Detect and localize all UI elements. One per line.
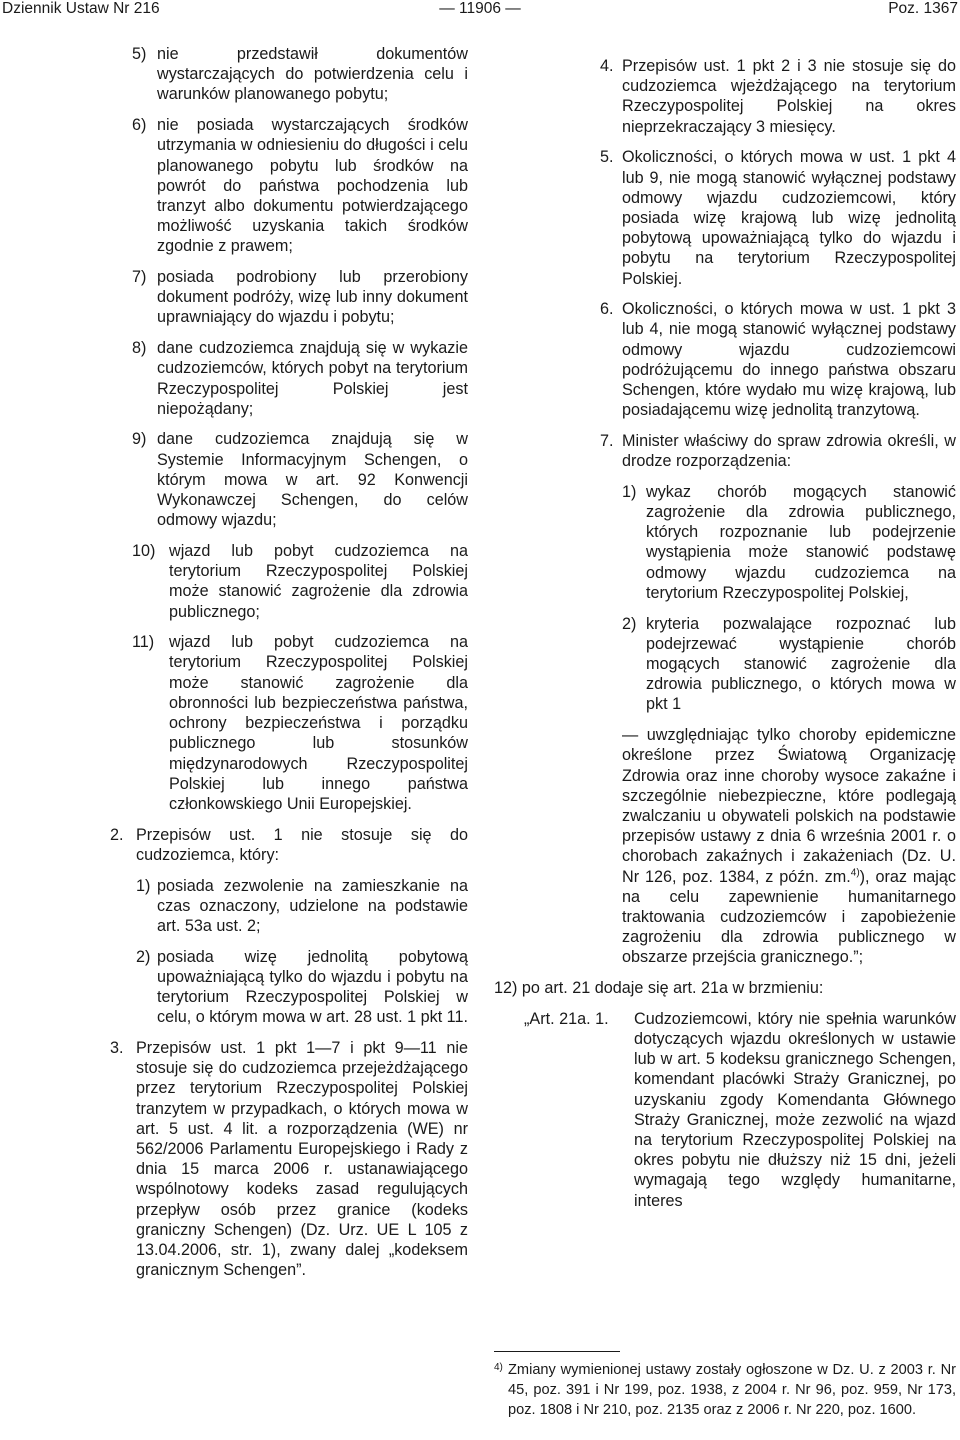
paragraph-text: Przepisów ust. 1 pkt 2 i 3 nie stosuje się do cudzoziemca wjeżdżającego na terytorium Rzeczypospolitej Polskiej na okres nieprzekraczający 3 miesięcy. — [622, 57, 956, 136]
paragraph-7 — [494, 431, 956, 471]
item-text: nie posiada wystarczających środków utrzymania w odniesieniu do długości i celu planowanego pobytu lub środków na powrót do państwa pochodzenia lub tranzyt albo dokumentu potwierdzającego możliwość uzyskania takich środków zgodnie z prawem; — [157, 116, 468, 256]
paragraph-number: 6. — [600, 300, 614, 319]
right-column — [494, 56, 956, 1221]
footnote-reference[interactable]: 4) — [850, 867, 860, 879]
footnote-text: Zmiany wymienionej ustawy zostały ogłoszone w Dz. U. z 2003 r. Nr 45, poz. 391 i Nr 199, poz. 1938, z 2004 r. Nr 96, poz. 959, Nr 173, poz. 1808 i Nr 210, poz. 2135 oraz z 2006 r. Nr 220, poz. 1600. — [508, 1362, 956, 1418]
page-number: — 11906 — — [439, 0, 521, 17]
list-item — [494, 482, 956, 603]
article-text: Cudzoziemcowi, który nie spełnia warunków dotyczących wjazdu określonych w ustawie lub w art. 5 kodeksu granicznego Schengen, komendant placówki Straży Granicznej, po uzyskaniu zgody Komendanta Głównego Straży Granicznej, może zezwolić na wjazd na terytorium Rzeczypospolitej Polskiej na okres pobytu nie dłuższy niż 15 dni, jeżeli wymagają tego względy humanitarne, interes — [634, 1009, 956, 1210]
item-text: dane cudzoziemca znajdują się w Systemie Informacyjnym Schengen, o którym mowa w art. 92 Konwencji Wykonawczej Schengen, do celów odmowy wjazdu; — [157, 430, 468, 530]
item-text: wjazd lub pobyt cudzoziemca na terytorium Rzeczypospolitej Polskiej może stanowić zagrożenie dla obronności lub bezpieczeństwa państwa, ochrony bezpieczeństwa i porządku publicznego lub stosunków międzynarodowych Rzeczypospolitej Polskiej lub innego państwa członkowskiego Unii Europejskiej. — [169, 633, 468, 813]
paragraph-4 — [494, 56, 956, 137]
footnote-divider — [494, 1351, 620, 1352]
paragraph-text: Okoliczności, o których mowa w ust. 1 pkt 4 lub 9, nie mogą stanowić wyłącznej podstawy odmowy wjazdu cudzoziemcowi, który posiada wizę krajową lub wizę jednolitą pobytową upoważniającą tylko do wjazdu i pobytu na terytorium Rzeczypospolitej Polskiej. — [622, 148, 956, 288]
list-item — [110, 876, 468, 937]
list-item — [110, 267, 468, 328]
footnote-mark: 4) — [494, 1362, 503, 1373]
item-text: posiada podrobiony lub przerobiony dokument podróży, wizę lub inny dokument uprawniający do wjazdu i pobytu; — [157, 268, 468, 327]
list-item — [110, 429, 468, 530]
item-text: kryteria pozwalające rozpoznać lub podejrzewać wystąpienie chorób mogących stanowić zagrożenie dla zdrowia publicznego, o których mowa w pkt 1 — [646, 614, 956, 714]
item-text: wykaz chorób mogących stanowić zagrożenie dla zdrowia publicznego, których rozpoznanie lub podejrzenie wystąpienia może stanowić podstawę odmowy wjazdu cudzoziemca na terytorium Rzeczypospolitej Polskiej, — [646, 482, 956, 602]
item-text: posiada wizę jednolitą pobytową upoważniającą tylko do wjazdu i pobytu na terytorium Rzeczypospolitej Polskiej w celu, o którym mowa w art. 28 ust. 1 pkt 11. — [157, 947, 468, 1027]
left-column — [110, 44, 468, 1291]
item-number: 5) — [132, 45, 147, 63]
journal-title: Dziennik Ustaw Nr 216 — [2, 0, 160, 17]
item-number: 12) — [494, 979, 518, 998]
item-number: 1) — [136, 876, 151, 895]
list-item — [110, 338, 468, 419]
item-number: 6) — [132, 116, 147, 135]
paragraph-number: 5. — [600, 148, 614, 167]
paragraph-6 — [494, 299, 956, 420]
paragraph-number: 3. — [110, 1038, 124, 1057]
paragraph-text: Minister właściwy do spraw zdrowia określi, w drodze rozporządzenia: — [622, 431, 956, 471]
paragraph-5 — [494, 147, 956, 288]
paragraph-number: 2. — [110, 825, 124, 844]
item-text: po art. 21 dodaje się art. 21a w brzmieniu: — [521, 979, 824, 998]
amendment-item-12 — [494, 978, 956, 998]
footnote — [494, 1360, 956, 1420]
item-number: 7) — [132, 268, 147, 287]
item-text: nie przedstawił dokumentów wystarczających do potwierdzenia celu i warunków planowanego pobytu; — [157, 45, 468, 104]
list-item — [494, 614, 956, 715]
closing-clause-text-end: ), oraz mając na celu zapewnienie humanitarnego traktowania cudzoziemców i zapobieżenie zagrożeniu dla zdrowia publicznego w obszarze przejścia granicznego.”; — [622, 867, 956, 967]
paragraph-number: 4. — [600, 57, 614, 75]
list-item — [110, 632, 468, 814]
position-number: Poz. 1367 — [888, 0, 958, 17]
item-text: wjazd lub pobyt cudzoziemca na terytorium Rzeczypospolitej Polskiej może stanowić zagrożenie dla zdrowia publicznego; — [169, 541, 468, 621]
closing-clause-text: — uwzględniając tylko choroby epidemiczne określone przez Światową Organizację Zdrowia oraz inne choroby wysoce zakaźne i szczególnie niebezpieczne, które podlegają zwalczaniu u obywateli polskich na podstawie przepisów ustawy z dnia 6 września 2001 r. o chorobach zakaźnych i zakażeniach (Dz. U. Nr 126, poz. 1384, z późn. zm. — [622, 726, 956, 886]
article-21a — [494, 1009, 956, 1211]
list-item — [110, 44, 468, 105]
paragraph-text: Przepisów ust. 1 nie stosuje się do cudzoziemca, który: — [136, 825, 468, 864]
list-item — [110, 541, 468, 622]
item-number: 2) — [622, 614, 637, 633]
paragraph-2 — [110, 825, 468, 865]
list-item — [110, 115, 468, 256]
closing-clause — [494, 725, 956, 967]
page-header — [0, 0, 960, 22]
item-number: 10) — [132, 541, 156, 560]
article-number: „Art. 21a. 1. — [524, 1009, 609, 1028]
item-number: 2) — [136, 947, 151, 966]
list-item — [110, 947, 468, 1028]
item-number: 1) — [622, 482, 637, 501]
item-number: 8) — [132, 339, 147, 358]
paragraph-text: Przepisów ust. 1 pkt 1—7 i pkt 9—11 nie stosuje się do cudzoziemca przejeżdżającego przez terytorium Rzeczypospolitej Polskiej tranzytem w przypadkach, o których mowa w art. 5 ust. 4 lit. a rozporządzenia (WE) nr 562/2006 Parlamentu Europejskiego i Rady z dnia 15 marca 2006 r. ustanawiającego wspólnotowy kodeks zasad regulujących przepływ osób przez granice (kodeks graniczny Schengen) (Dz. Urz. UE L 105 z 13.04.2006, str. 1), zwany dalej „kodeksem granicznym Schengen”. — [136, 1038, 468, 1280]
paragraph-text: Okoliczności, o których mowa w ust. 1 pkt 3 lub 4, nie mogą stanowić wyłącznej podstawy odmowy wjazdu cudzoziemcowi podróżującemu do innego państwa obszaru Schengen, które wydało mu wizę krajową, lub posiadającemu wizę jednolitą tranzytową. — [622, 300, 956, 420]
item-text: dane cudzoziemca znajdują się w wykazie cudzoziemców, których pobyt na terytorium Rzeczypospolitej Polskiej jest niepożądany; — [157, 339, 468, 418]
item-text: posiada zezwolenie na zamieszkanie na czas oznaczony, udzielone na podstawie art. 53a ust. 2; — [157, 876, 468, 935]
item-number: 9) — [132, 430, 147, 449]
paragraph-3 — [110, 1038, 468, 1280]
item-number: 11) — [132, 633, 155, 652]
paragraph-number: 7. — [600, 431, 614, 450]
